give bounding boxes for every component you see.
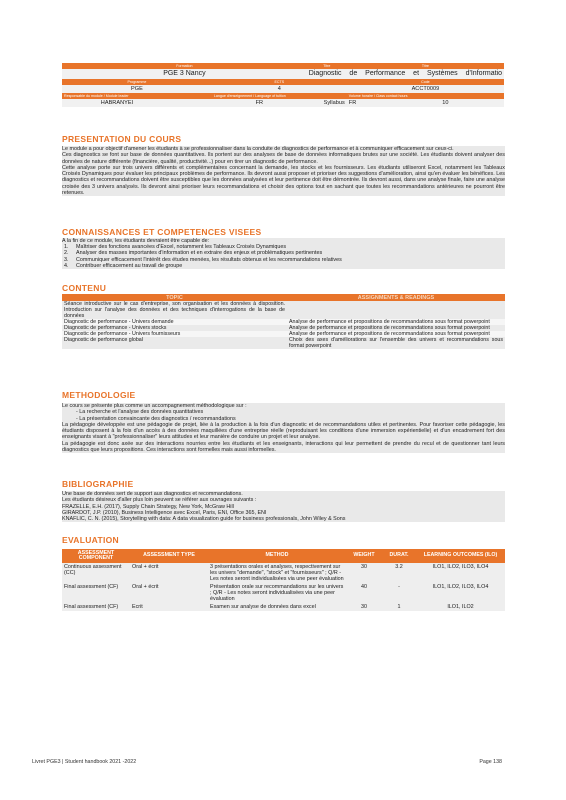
formation-value: PGE 3 Nancy [62,69,307,79]
bibliographie-line: KNAFLIC, C. N. (2015), Storytelling with data: A data visualization guide for business professionals, John Wiley & Sons [62,516,346,523]
code-label: Code [347,79,504,85]
title-label-2: Titre [347,63,504,69]
language-value: FR [212,99,307,107]
footer-handbook-label: Livret PGE3 | Student handbook 2021 -2022 [32,759,137,765]
list-item: 2. Analyser des masses importantes d'information et en extraire des enjeux et problématiques pertinentes [62,250,505,256]
table-row: Diagnostic de performance - Univers fournisseurs Analyse de performance et propositions de recommandations sous format powerpoint [62,331,505,337]
bibliographie-line: Une base de données sert de support aux diagnostics et recommandations. [62,491,243,497]
syllabus-language: FR [347,99,387,107]
class-hours-label: Volume horaire / Class contact hours [347,93,504,99]
class-hours-value: 10 [387,99,504,107]
formation-label: Formation [62,63,307,69]
methodologie-bullet: - La recherche et l'analyse des données quantitatives [76,409,204,416]
type-header: ASSESSMENT TYPE [130,549,208,563]
presentation-paragraph: Cette analyse porte sur trois univers différents et complémentaires concernant la demande, les stocks et les fournisseurs. Les étudiants utiliseront Excel, notamment les Tableaux Croisés Dynamiques pour évaluer les principaux problèmes de performance. Ils devront aussi proposer et prioriser des suggestions d'amélioration, ainsi qu'en évaluer les bénéfices. Les diagnostics et recommandations doivent être susceptibles que les données analysées et leur pertinence doit être démontrée. Ils devront aussi, dans une analyse finale, faire une analyse croisée des 3 univers analysés. Ils devront ainsi prioriser leurs recommandations et choisir des options tout en sachant que toutes les recommandations antérieures ne pourront être retenues. [62,164,505,197]
module-leader-label: Responsable du module / Module leader [62,93,212,99]
table-row: Diagnostic de performance - Univers stocks Analyse de performance et propositions de recommandations sous format powerpoint [62,325,505,331]
list-item: 3. Communiquer efficacement l'intérêt des études menées, les résultats obtenus et les recommandations relatives [62,257,505,263]
connaissances-list [62,238,505,269]
bibliographie-text [62,491,505,522]
connaissances-intro: A la fin de ce module, les étudiants devraient être capable de: [62,238,505,244]
table-row: Diagnostic de performance global Choix des axes d'améliorations sur l'ensemble des univers et recommandations sous format powerpoint [64,337,503,349]
table-row: Séance introductive sur le cas d'entreprise, son organisation et les données à disposition. Introduction sur l'analyse des données et des techniques d'interrogations de la base de données [62,301,505,319]
section-title-methodologie: METHODOLOGIE [62,390,136,400]
contenu-table [62,294,505,349]
assignments-header: ASSIGNMENTS & READINGS [287,294,505,301]
bibliographie-line: FRAZELLE, E.H. (2017), Supply Chain Strategy, New York, McGraw Hill [62,503,234,510]
language-label: Langue d'enseignement / Language of tuition [212,93,347,99]
table-row: Continuous assessment (CC) Oral + écrit 3 présentations orales et analyses, respectivement sur les univers "demande", "stock" et "fournisseurs" ; Q/R - Les notes seront individualisées via une peer évaluation 30 3.2 ILO1, ILO2, ILO3, ILO4 [62,563,505,583]
bibliographie-line: GIRARDOT, J.P. (2010), Business Intelligence avec Excel, Paris, ENI, Office 365, ENI [62,509,267,516]
evaluation-table [62,549,505,611]
component-header: ASSESSMENT COMPONENT [62,549,130,563]
table-row: Diagnostic de performance - Univers demande Analyse de performance et propositions de recommandations sous format powerpoint [62,319,505,325]
method-header: METHOD [208,549,346,563]
methodologie-text [62,403,505,453]
section-title-evaluation: EVALUATION [62,535,119,545]
title-label: Titre [307,63,347,69]
section-title-contenu: CONTENU [62,283,107,293]
duration-header: DURAT. [382,549,416,563]
methodologie-paragraph: La pédagogie développée est une pédagogie de projet, liée à la production à la fois d'un diagnostic et de recommandations utiles et pertinentes. Pour favoriser cette pédagogie, les étudiants disposent à la fois d'un accès à des données maquillées d'une entreprise réelle (reproduisant les conditions d'une immersion expérientielle) et d'un encadrement fort des enseignants visant à "professionnaliser" leurs attitudes et leur manière de conduire un projet et leur analyse. [62,421,505,441]
course-info-table [62,63,504,107]
programme-label: Programme [62,79,212,85]
module-leader-value: HABRANYEI [62,99,172,107]
section-title-connaissances: CONNAISSANCES ET COMPETENCES VISEES [62,227,262,237]
ects-value: 4 [212,85,347,93]
bibliographie-line: Les étudiants désireux d'aller plus loin peuvent se référer aux ouvrages suivants : [62,497,257,504]
ilo-header: LEARNING OUTCOMES (ILO) [416,549,505,563]
syllabus-label: Syllabus [307,99,347,107]
presentation-text [62,146,505,196]
list-item: 4. Contribuer efficacement au travail de groupe [62,263,505,269]
section-title-presentation: PRESENTATION DU COURS [62,134,182,144]
methodologie-bullet: - La présentation convaincante des diagnostics / recommandations [76,415,236,422]
weight-header: WEIGHT [346,549,382,563]
methodologie-paragraph: Le cours se présente plus comme un accompagnement méthodologique sur : [62,403,247,409]
title-value: Diagnostic de Performance et Systèmes d'Informatio [307,69,504,79]
list-item: 1. Maîtriser des fonctions avancées d'Excel, notamment les Tableaux Croisés Dynamiques [62,244,505,250]
presentation-paragraph: Le module a pour objectif d'amener les étudiants à se professionnaliser dans la conduite de diagnostics de performance et à communiquer efficacement sur ceux-ci. [62,146,454,152]
footer-page-number: Page 138 [479,759,502,765]
presentation-paragraph: Ces diagnostics se font sur base de données quantitatives. Ils portent sur des analyses de base de données informatiques brutes sur une société. Les étudiants doivent analyser des données de nature différente (financière, qualité, productivité...) pour en tirer un diagnostic de performance. [62,152,505,165]
topic-header: TOPIC [62,294,287,301]
table-row: Final assessment (CF) Oral + écrit Présentation orale sur recommandations sur les univers ; Q/R - Les notes seront individualisées via une peer évaluation 40 - ILO1, ILO2, ILO3, ILO4 [62,583,505,603]
programme-value: PGE [62,85,212,93]
section-title-bibliographie: BIBLIOGRAPHIE [62,479,134,489]
table-row: Final assessment (CF) Ecrit Examen sur analyse de données dans excel 30 1 ILO1, ILO2 [62,603,505,611]
page-footer [32,759,502,765]
code-value: ACCT0009 [347,85,504,93]
methodologie-paragraph: La pédagogie est donc axée sur des interactions nourries entre les étudiants et les enseignants, interactions qui leur permettent de prendre du recul et de questionner tant leurs diagnostics que leurs propositions. Ces interactions sont formelles mais aussi informelles. [62,440,505,454]
ects-label: ECTS [212,79,347,85]
